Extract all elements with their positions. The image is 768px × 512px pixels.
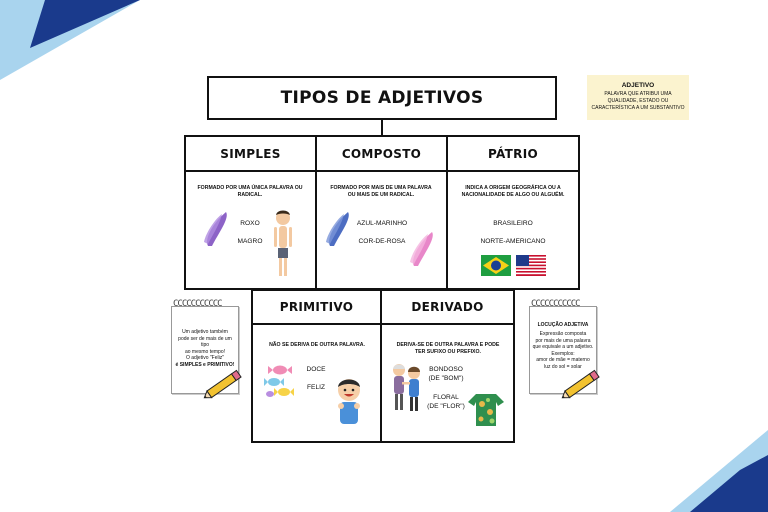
page-title: TIPOS DE ADJETIVOS (280, 88, 484, 108)
desc-composto: FORMADO POR MAIS DE UMA PALAVRA OU MAIS DE UM RADICAL. (330, 185, 432, 198)
definition-note (587, 75, 689, 120)
note-right-title: LOCUÇÃO ADJETIVA (537, 322, 589, 328)
desc-primitivo: NÃO SE DERIVA DE OUTRA PALAVRA. (269, 342, 365, 348)
pencil-icon-right (558, 364, 606, 404)
pink-paint-stroke-icon (406, 228, 440, 268)
header-simples: SIMPLES (220, 146, 281, 161)
title-box (207, 76, 557, 120)
note-left-spiral: CCCCCCCCCCC (173, 299, 222, 309)
example-azul-marinho: AZUL-MARINHO (356, 220, 408, 227)
bottom-row-divider (251, 323, 515, 325)
example-bondoso: BONDOSO (429, 366, 463, 373)
usa-flag-icon (516, 255, 546, 276)
example-floral: FLORAL (433, 394, 459, 401)
top-row-divider (184, 170, 580, 172)
note-left-text: Um adjetivo também pode ser de mais de um tipo ao mesmo tempo! O adjetivo "Feliz" é SIMPLES e PRIMITIVO! (175, 329, 235, 368)
example-norte-americano: NORTE-AMERICANO (480, 238, 546, 245)
floral-shirt-icon (468, 392, 504, 426)
blue-paint-stroke-icon (322, 208, 354, 248)
header-primitivo: PRIMITIVO (279, 300, 354, 314)
happy-boy-icon (334, 376, 364, 428)
note-right-spiral: CCCCCCCCCCC (531, 299, 580, 309)
corner-shape-dark (30, 0, 140, 48)
definition-title: ADJETIVO (621, 82, 655, 89)
header-composto: COMPOSTO (341, 146, 422, 161)
desc-simples: FORMADO POR UMA ÚNICA PALAVRA OU RADICAL. (197, 185, 303, 198)
header-patrio: PÁTRIO (488, 146, 538, 161)
example-roxo: ROXO (240, 220, 260, 227)
example-floral-origin: (DE "FLOR") (427, 403, 465, 410)
desc-derivado: DERIVA-SE DE OUTRA PALAVRA E PODE TER SUFIXO OU PREFIXO. (396, 342, 500, 355)
desc-patrio: INDICA A ORIGEM GEOGRÁFICA OU A NACIONALIDADE DE ALGO OU ALGUÉM. (461, 185, 565, 198)
candy-icon (262, 360, 298, 402)
brazil-flag-icon (481, 255, 511, 276)
helping-elder-icon (390, 362, 424, 414)
pencil-icon (200, 364, 248, 404)
note-right-text: Expressão composta por mais de uma palavra que equivale a um adjetivo. Exemplos: amor de mãe = materno luz do sol = solar (532, 331, 594, 370)
thin-boy-icon (270, 208, 296, 280)
example-cor-de-rosa: COR-DE-ROSA (358, 238, 406, 245)
example-bondoso-origin: (DE "BOM") (428, 375, 464, 382)
header-derivado: DERIVADO (411, 300, 484, 314)
definition-text: PALAVRA QUE ATRIBUI UMA QUALIDADE, ESTADO OU CARACTERÍSTICA A UM SUBSTANTIVO (591, 91, 685, 111)
example-doce: DOCE (306, 366, 326, 373)
example-magro: MAGRO (237, 238, 263, 245)
purple-paint-stroke-icon (200, 208, 232, 248)
example-feliz: FELIZ (307, 384, 325, 391)
example-brasileiro: BRASILEIRO (493, 220, 533, 227)
